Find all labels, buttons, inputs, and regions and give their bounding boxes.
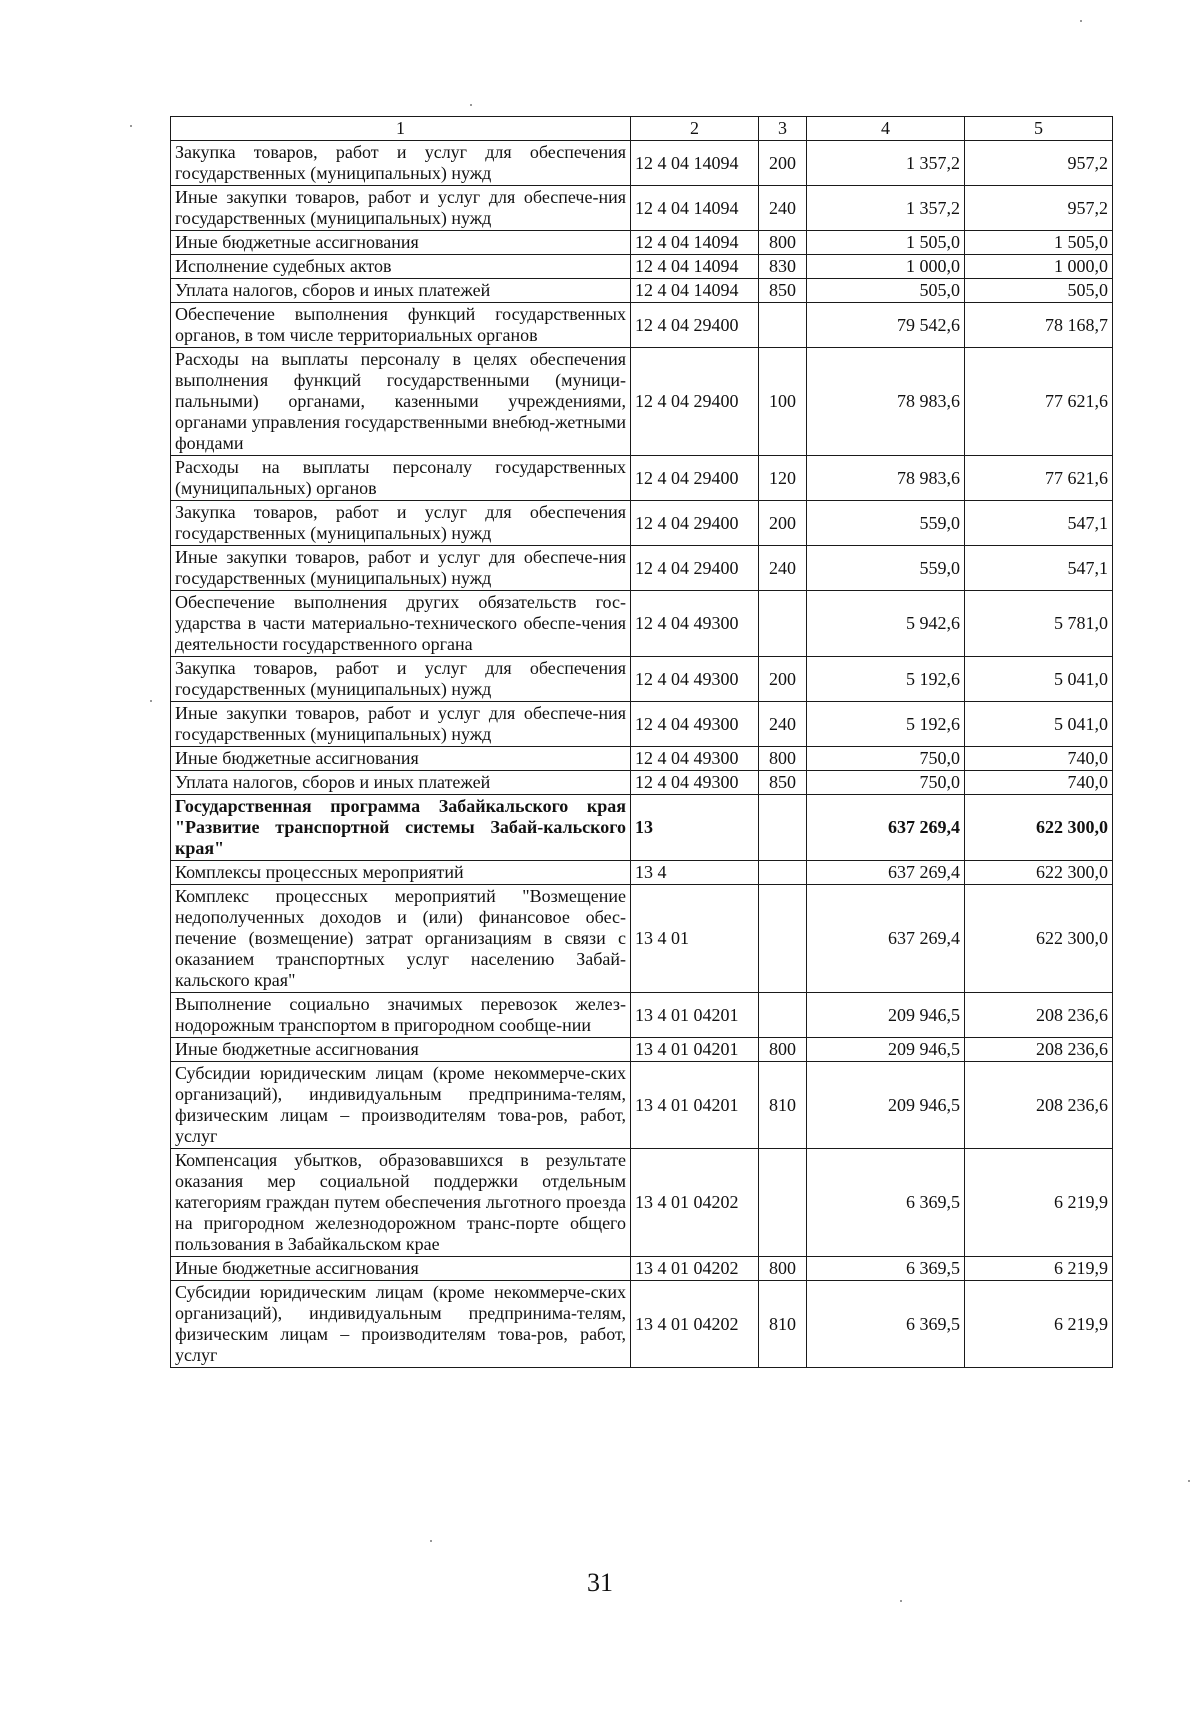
row-code-cell: 12 4 04 49300 — [631, 657, 759, 702]
row-code-cell: 13 4 01 04201 — [631, 1038, 759, 1062]
row-value-1-cell: 5 192,6 — [807, 702, 965, 747]
table-row — [171, 771, 1113, 795]
row-code-cell: 12 4 04 14094 — [631, 141, 759, 186]
table-row — [171, 993, 1113, 1038]
row-value-1-cell: 1 357,2 — [807, 186, 965, 231]
row-value-2-cell: 547,1 — [965, 501, 1113, 546]
row-expense-type-cell: 240 — [759, 186, 807, 231]
row-value-1-cell: 750,0 — [807, 747, 965, 771]
row-value-2-cell: 622 300,0 — [965, 795, 1113, 861]
row-name-cell: Иные закупки товаров, работ и услуг для обеспече-ния государственных (муниципальных) нужд — [171, 186, 631, 231]
row-code-cell: 13 4 01 04202 — [631, 1281, 759, 1368]
row-value-1-cell: 78 983,6 — [807, 348, 965, 456]
row-value-2-cell: 77 621,6 — [965, 456, 1113, 501]
header-cell-3: 3 — [759, 117, 807, 141]
row-expense-type-cell — [759, 885, 807, 993]
row-code-cell: 12 4 04 29400 — [631, 303, 759, 348]
table-row — [171, 255, 1113, 279]
row-code-cell: 12 4 04 29400 — [631, 501, 759, 546]
row-name-cell: Исполнение судебных актов — [171, 255, 631, 279]
row-name-cell: Обеспечение выполнения функций государственных органов, в том числе территориальных органов — [171, 303, 631, 348]
row-code-cell: 13 4 01 04201 — [631, 993, 759, 1038]
row-value-2-cell: 957,2 — [965, 186, 1113, 231]
row-expense-type-cell — [759, 1149, 807, 1257]
row-value-1-cell: 505,0 — [807, 279, 965, 303]
table-row — [171, 501, 1113, 546]
row-code-cell: 13 — [631, 795, 759, 861]
row-code-cell: 12 4 04 29400 — [631, 546, 759, 591]
header-cell-5: 5 — [965, 117, 1113, 141]
row-expense-type-cell: 120 — [759, 456, 807, 501]
row-value-1-cell: 637 269,4 — [807, 885, 965, 993]
row-value-1-cell: 559,0 — [807, 546, 965, 591]
table-row — [171, 1062, 1113, 1149]
row-name-cell: Закупка товаров, работ и услуг для обеспечения государственных (муниципальных) нужд — [171, 501, 631, 546]
row-value-1-cell: 5 192,6 — [807, 657, 965, 702]
page-number: 31 — [587, 1568, 613, 1597]
budget-table-body — [171, 117, 1113, 1368]
row-expense-type-cell: 800 — [759, 1038, 807, 1062]
table-row — [171, 1257, 1113, 1281]
row-name-cell: Иные бюджетные ассигнования — [171, 747, 631, 771]
table-header-row — [171, 117, 1113, 141]
row-name-cell: Компенсация убытков, образовавшихся в результате оказания мер социальной поддержки отдельным категориям граждан путем обеспечения льготного проезда на пригородном железнодорожном транс-порте общего пользования в Забайкальском крае — [171, 1149, 631, 1257]
row-value-1-cell: 637 269,4 — [807, 795, 965, 861]
scan-speck — [150, 700, 152, 702]
row-code-cell: 13 4 01 04202 — [631, 1149, 759, 1257]
row-value-2-cell: 208 236,6 — [965, 1062, 1113, 1149]
row-value-2-cell: 208 236,6 — [965, 993, 1113, 1038]
row-value-1-cell: 1 505,0 — [807, 231, 965, 255]
scan-speck — [130, 125, 132, 127]
row-name-cell: Иные бюджетные ассигнования — [171, 1038, 631, 1062]
row-code-cell: 12 4 04 49300 — [631, 771, 759, 795]
row-value-2-cell: 5 781,0 — [965, 591, 1113, 657]
row-value-2-cell: 6 219,9 — [965, 1149, 1113, 1257]
row-name-cell: Иные закупки товаров, работ и услуг для обеспече-ния государственных (муниципальных) нужд — [171, 702, 631, 747]
row-name-cell: Выполнение социально значимых перевозок желез-нодорожным транспортом в пригородном сообще-нии — [171, 993, 631, 1038]
row-expense-type-cell: 100 — [759, 348, 807, 456]
row-expense-type-cell — [759, 591, 807, 657]
table-row — [171, 591, 1113, 657]
table-row — [171, 861, 1113, 885]
budget-table — [170, 116, 1113, 1368]
row-value-1-cell: 209 946,5 — [807, 1038, 965, 1062]
row-value-2-cell: 957,2 — [965, 141, 1113, 186]
row-expense-type-cell: 240 — [759, 546, 807, 591]
row-code-cell: 12 4 04 14094 — [631, 231, 759, 255]
row-value-1-cell: 78 983,6 — [807, 456, 965, 501]
row-value-2-cell: 6 219,9 — [965, 1281, 1113, 1368]
row-value-2-cell: 77 621,6 — [965, 348, 1113, 456]
table-row — [171, 279, 1113, 303]
row-value-1-cell: 6 369,5 — [807, 1281, 965, 1368]
row-value-2-cell: 5 041,0 — [965, 657, 1113, 702]
row-value-2-cell: 6 219,9 — [965, 1257, 1113, 1281]
row-value-1-cell: 1 357,2 — [807, 141, 965, 186]
row-value-1-cell: 1 000,0 — [807, 255, 965, 279]
row-value-2-cell: 5 041,0 — [965, 702, 1113, 747]
row-name-cell: Субсидии юридическим лицам (кроме некоммерче-ских организаций), индивидуальным предпринима-телям, физическим лицам – производителям това-ров, работ, услуг — [171, 1062, 631, 1149]
table-row — [171, 1038, 1113, 1062]
row-code-cell: 13 4 01 04201 — [631, 1062, 759, 1149]
row-code-cell: 12 4 04 49300 — [631, 702, 759, 747]
scan-speck — [430, 1540, 432, 1542]
table-row — [171, 657, 1113, 702]
row-value-1-cell: 559,0 — [807, 501, 965, 546]
table-row — [171, 231, 1113, 255]
row-code-cell: 12 4 04 14094 — [631, 279, 759, 303]
row-value-1-cell: 6 369,5 — [807, 1149, 965, 1257]
row-value-2-cell: 740,0 — [965, 747, 1113, 771]
row-name-cell: Закупка товаров, работ и услуг для обеспечения государственных (муниципальных) нужд — [171, 141, 631, 186]
row-name-cell: Закупка товаров, работ и услуг для обеспечения государственных (муниципальных) нужд — [171, 657, 631, 702]
row-expense-type-cell: 800 — [759, 1257, 807, 1281]
row-name-cell: Иные закупки товаров, работ и услуг для обеспече-ния государственных (муниципальных) нужд — [171, 546, 631, 591]
row-expense-type-cell — [759, 303, 807, 348]
row-name-cell: Комплекс процессных мероприятий "Возмещение недополученных доходов и (или) финансовое обес-печение (возмещение) затрат организациям в связи с оказанием транспортных услуг населению Забай-кальского края" — [171, 885, 631, 993]
row-expense-type-cell: 200 — [759, 141, 807, 186]
row-value-1-cell: 79 542,6 — [807, 303, 965, 348]
row-name-cell: Иные бюджетные ассигнования — [171, 1257, 631, 1281]
row-value-2-cell: 78 168,7 — [965, 303, 1113, 348]
row-code-cell: 13 4 — [631, 861, 759, 885]
row-value-1-cell: 750,0 — [807, 771, 965, 795]
row-value-2-cell: 740,0 — [965, 771, 1113, 795]
row-value-2-cell: 622 300,0 — [965, 861, 1113, 885]
table-row — [171, 141, 1113, 186]
table-row — [171, 1281, 1113, 1368]
table-row — [171, 885, 1113, 993]
table-row — [171, 702, 1113, 747]
scan-speck — [1080, 20, 1082, 22]
row-name-cell: Государственная программа Забайкальского края "Развитие транспортной системы Забай-кальского края" — [171, 795, 631, 861]
table-row — [171, 546, 1113, 591]
scan-speck — [900, 1600, 902, 1602]
row-code-cell: 12 4 04 29400 — [631, 348, 759, 456]
table-row — [171, 303, 1113, 348]
row-value-1-cell: 6 369,5 — [807, 1257, 965, 1281]
row-code-cell: 12 4 04 14094 — [631, 186, 759, 231]
row-expense-type-cell: 800 — [759, 747, 807, 771]
row-expense-type-cell: 830 — [759, 255, 807, 279]
scan-speck — [1188, 1480, 1190, 1482]
row-name-cell: Комплексы процессных мероприятий — [171, 861, 631, 885]
row-expense-type-cell: 200 — [759, 501, 807, 546]
row-name-cell: Расходы на выплаты персоналу в целях обеспечения выполнения функций государственными (муници-пальными) органами, казенными учреждениями, органами управления государственными внебюд-жетными фондами — [171, 348, 631, 456]
table-row — [171, 186, 1113, 231]
row-value-1-cell: 637 269,4 — [807, 861, 965, 885]
row-value-2-cell: 622 300,0 — [965, 885, 1113, 993]
row-value-1-cell: 209 946,5 — [807, 1062, 965, 1149]
row-code-cell: 13 4 01 04202 — [631, 1257, 759, 1281]
scan-speck — [470, 104, 472, 106]
row-value-2-cell: 1 505,0 — [965, 231, 1113, 255]
row-name-cell: Иные бюджетные ассигнования — [171, 231, 631, 255]
row-expense-type-cell — [759, 993, 807, 1038]
table-row — [171, 348, 1113, 456]
row-value-2-cell: 1 000,0 — [965, 255, 1113, 279]
row-value-2-cell: 547,1 — [965, 546, 1113, 591]
row-expense-type-cell: 800 — [759, 231, 807, 255]
table-row — [171, 747, 1113, 771]
row-expense-type-cell — [759, 795, 807, 861]
header-cell-4: 4 — [807, 117, 965, 141]
row-value-1-cell: 5 942,6 — [807, 591, 965, 657]
row-code-cell: 12 4 04 49300 — [631, 591, 759, 657]
row-expense-type-cell: 810 — [759, 1062, 807, 1149]
row-name-cell: Субсидии юридическим лицам (кроме некоммерче-ских организаций), индивидуальным предпринима-телям, физическим лицам – производителям това-ров, работ, услуг — [171, 1281, 631, 1368]
header-cell-2: 2 — [631, 117, 759, 141]
table-row — [171, 456, 1113, 501]
row-name-cell: Расходы на выплаты персоналу государственных (муниципальных) органов — [171, 456, 631, 501]
row-expense-type-cell: 850 — [759, 279, 807, 303]
row-code-cell: 12 4 04 29400 — [631, 456, 759, 501]
row-expense-type-cell: 810 — [759, 1281, 807, 1368]
row-value-2-cell: 208 236,6 — [965, 1038, 1113, 1062]
row-code-cell: 12 4 04 49300 — [631, 747, 759, 771]
row-expense-type-cell: 240 — [759, 702, 807, 747]
row-expense-type-cell — [759, 861, 807, 885]
table-row — [171, 1149, 1113, 1257]
header-cell-1: 1 — [171, 117, 631, 141]
row-name-cell: Обеспечение выполнения других обязательств гос-ударства в части материально-технического обеспе-чения деятельности государственного органа — [171, 591, 631, 657]
row-code-cell: 12 4 04 14094 — [631, 255, 759, 279]
row-value-1-cell: 209 946,5 — [807, 993, 965, 1038]
row-value-2-cell: 505,0 — [965, 279, 1113, 303]
row-expense-type-cell: 200 — [759, 657, 807, 702]
row-name-cell: Уплата налогов, сборов и иных платежей — [171, 771, 631, 795]
row-name-cell: Уплата налогов, сборов и иных платежей — [171, 279, 631, 303]
table-row — [171, 795, 1113, 861]
row-code-cell: 13 4 01 — [631, 885, 759, 993]
row-expense-type-cell: 850 — [759, 771, 807, 795]
